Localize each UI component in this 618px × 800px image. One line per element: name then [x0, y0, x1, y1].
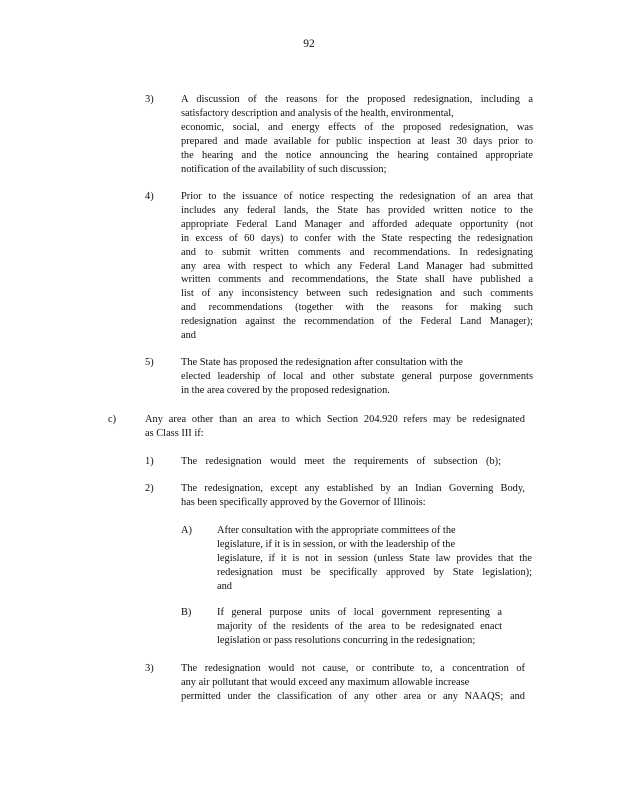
text-line: legislature, if it is in session, or with the leadership of the	[217, 538, 456, 550]
paragraph-item-A	[217, 524, 532, 594]
text-line: has been specifically approved by the Governor of Illinois:	[181, 496, 426, 508]
page-number: 92	[303, 38, 315, 50]
text-line: Any area other than an area to which Section 204.920 refers may be redesignated	[145, 414, 525, 425]
text-line: appropriate Federal Land Manager and afforded adequate opportunity (not	[181, 218, 533, 230]
text-line: any area with respect to which any Federal Land Manager had submitted	[181, 260, 533, 272]
paragraph-item-3b	[181, 662, 525, 704]
paragraph-item-B	[217, 606, 502, 648]
text-line: The redesignation would meet the requirements of subsection (b);	[181, 456, 501, 467]
text-line: in excess of 60 days) to confer with the State respecting the redesignation	[181, 232, 533, 244]
paragraph-item-5	[181, 356, 533, 398]
paragraph-item-c	[145, 413, 525, 441]
text-line: as Class III if:	[145, 427, 204, 439]
text-line: Prior to the issuance of notice respecting the redesignation of an area that	[181, 191, 533, 202]
item-label: c)	[108, 414, 117, 425]
text-line: includes any federal lands, the State has provided written notice to the	[181, 204, 533, 216]
text-line: The redesignation would not cause, or contribute to, a concentration of	[181, 663, 525, 674]
text-line: After consultation with the appropriate committees of the	[217, 525, 456, 536]
text-line: economic, social, and energy effects of the proposed redesignation, was	[181, 121, 533, 133]
paragraph-item-2	[181, 482, 525, 510]
text-line: The State has proposed the redesignation after consultation with the	[181, 357, 463, 368]
text-line: redesignation must be specifically approved by State legislation);	[217, 566, 532, 578]
text-line: and	[217, 580, 233, 592]
text-line: legislature, if it is not in session (unless State law provides that the	[217, 552, 532, 564]
text-line: written comments and recommendations, the State shall have published a	[181, 274, 533, 286]
text-line: and to submit written comments and recommendations. In redesignating	[181, 246, 533, 258]
text-line: majority of the residents of the area to be redesignated enact	[217, 620, 502, 632]
text-line: permitted under the classification of any other area or any NAAQS; and	[181, 690, 525, 702]
text-line: and	[181, 330, 197, 342]
paragraph-item-1	[181, 455, 501, 469]
text-line: redesignation against the recommendation of the Federal Land Manager);	[181, 316, 533, 328]
text-line: satisfactory description and analysis of the health, environmental,	[181, 107, 454, 119]
text-line: If general purpose units of local government representing a	[217, 607, 502, 618]
text-line: and recommendations (together with the reasons for making such	[181, 302, 533, 314]
item-label: 3)	[145, 94, 154, 105]
text-line: prepared and made available for public inspection at least 30 days prior to	[181, 135, 533, 147]
text-line: elected leadership of local and other substate general purpose governments	[181, 370, 533, 382]
item-label: 4)	[145, 191, 154, 202]
text-line: in the area covered by the proposed redesignation.	[181, 384, 390, 396]
paragraph-item-4	[181, 190, 533, 343]
text-line: A discussion of the reasons for the proposed redesignation, including a	[181, 94, 533, 105]
text-line: any air pollutant that would exceed any maximum allowable increase	[181, 676, 470, 688]
text-line: The redesignation, except any established by an Indian Governing Body,	[181, 483, 525, 494]
text-line: list of any inconsistency between such redesignation and such comments	[181, 288, 533, 300]
item-label: 1)	[145, 456, 154, 467]
item-label: 3)	[145, 663, 154, 674]
text-line: legislation or pass resolutions concurring in the redesignation;	[217, 634, 476, 646]
item-label: 5)	[145, 357, 154, 368]
item-label: B)	[181, 607, 192, 618]
text-line: notification of the availability of such discussion;	[181, 163, 387, 175]
text-line: the hearing and the notice announcing the hearing contained appropriate	[181, 149, 533, 161]
item-label: 2)	[145, 483, 154, 494]
paragraph-item-3	[181, 93, 533, 176]
item-label: A)	[181, 525, 192, 536]
